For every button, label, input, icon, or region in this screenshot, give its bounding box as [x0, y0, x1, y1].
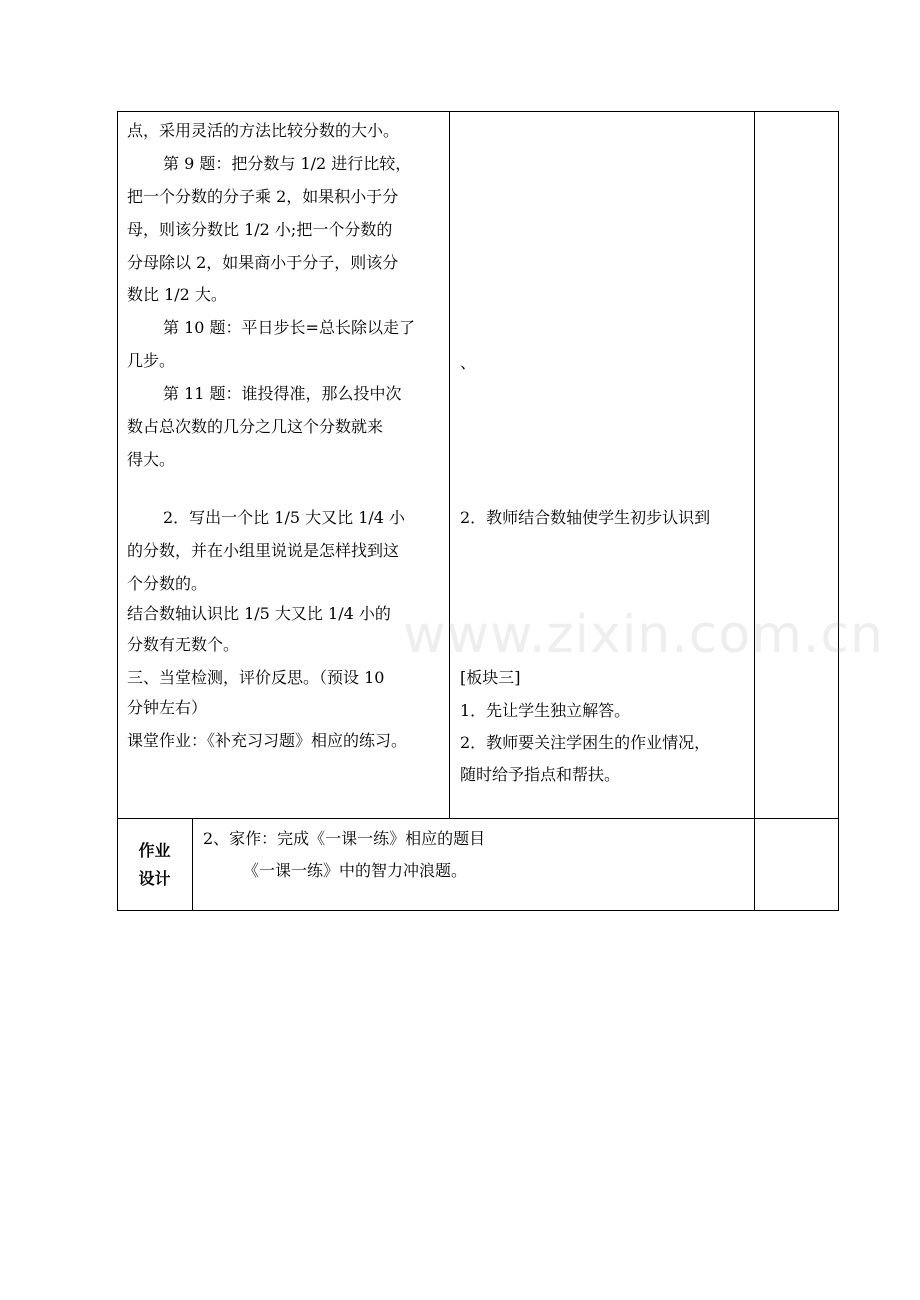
homework-text-line: 《一课一练》中的智力冲浪题。 [243, 861, 468, 880]
left-text-line: 课堂作业：《补充习习题》相应的练习。 [127, 731, 408, 750]
middle-text-line: 2．教师结合数轴使学生初步认识到 [460, 508, 711, 527]
homework-label-divider [192, 818, 193, 911]
left-text-line: 数比 1/2 大。 [127, 285, 227, 304]
column-divider-right [754, 111, 755, 911]
table-bottom-border [117, 910, 839, 911]
left-text-line: 分钟左右） [127, 698, 208, 717]
left-text-line: 个分数的。 [127, 574, 208, 593]
row-divider [117, 818, 839, 819]
left-text-line: 分母除以 2，如果商小于分子，则该分 [127, 253, 399, 272]
watermark: www.zixin.com.cn [403, 605, 884, 665]
left-text-line: 几步。 [127, 351, 176, 370]
left-text-line: 点，采用灵活的方法比较分数的大小。 [127, 121, 400, 140]
left-text-line: 把一个分数的分子乘 2，如果积小于分 [127, 187, 399, 206]
left-text-line: 母，则该分数比 1/2 小;把一个分数的 [127, 220, 393, 239]
column-divider-middle [449, 111, 450, 818]
middle-text-line: 1．先让学生独立解答。 [460, 701, 631, 720]
left-text-line: 2．写出一个比 1/5 大又比 1/4 小 [163, 508, 406, 527]
left-text-line: 第 10 题：平日步长=总长除以走了 [163, 318, 415, 337]
left-text-line: 得大。 [127, 450, 176, 469]
left-text-line: 第 9 题：把分数与 1/2 进行比较， [163, 154, 412, 173]
left-text-line: 结合数轴认识比 1/5 大又比 1/4 小的 [127, 604, 391, 623]
middle-text-line: 随时给予指点和帮扶。 [460, 765, 621, 784]
middle-text-line: 、 [460, 353, 477, 372]
left-text-line: 第 11 题：谁投得准，那么投中次 [163, 384, 402, 403]
left-text-line: 分数有无数个。 [127, 635, 240, 654]
homework-label-line: 作业 [138, 840, 171, 860]
homework-label-line: 设计 [138, 868, 171, 888]
homework-label [117, 818, 192, 911]
left-text-line: 的分数，并在小组里说说是怎样找到这 [127, 541, 400, 560]
table-top-border [117, 111, 839, 112]
lesson-plan-table [117, 111, 839, 911]
table-right-border [838, 111, 839, 911]
table-left-border [117, 111, 118, 911]
homework-text-line: 2、家作：完成《一课一练》相应的题目 [203, 829, 486, 848]
left-text-line: 三、当堂检测，评价反思。（预设 10 [127, 668, 385, 687]
left-text-line: 数占总次数的几分之几这个分数就来 [127, 417, 384, 436]
middle-text-line: 2．教师要关注学困生的作业情况， [460, 733, 711, 752]
middle-text-line: [板块三] [460, 668, 521, 687]
